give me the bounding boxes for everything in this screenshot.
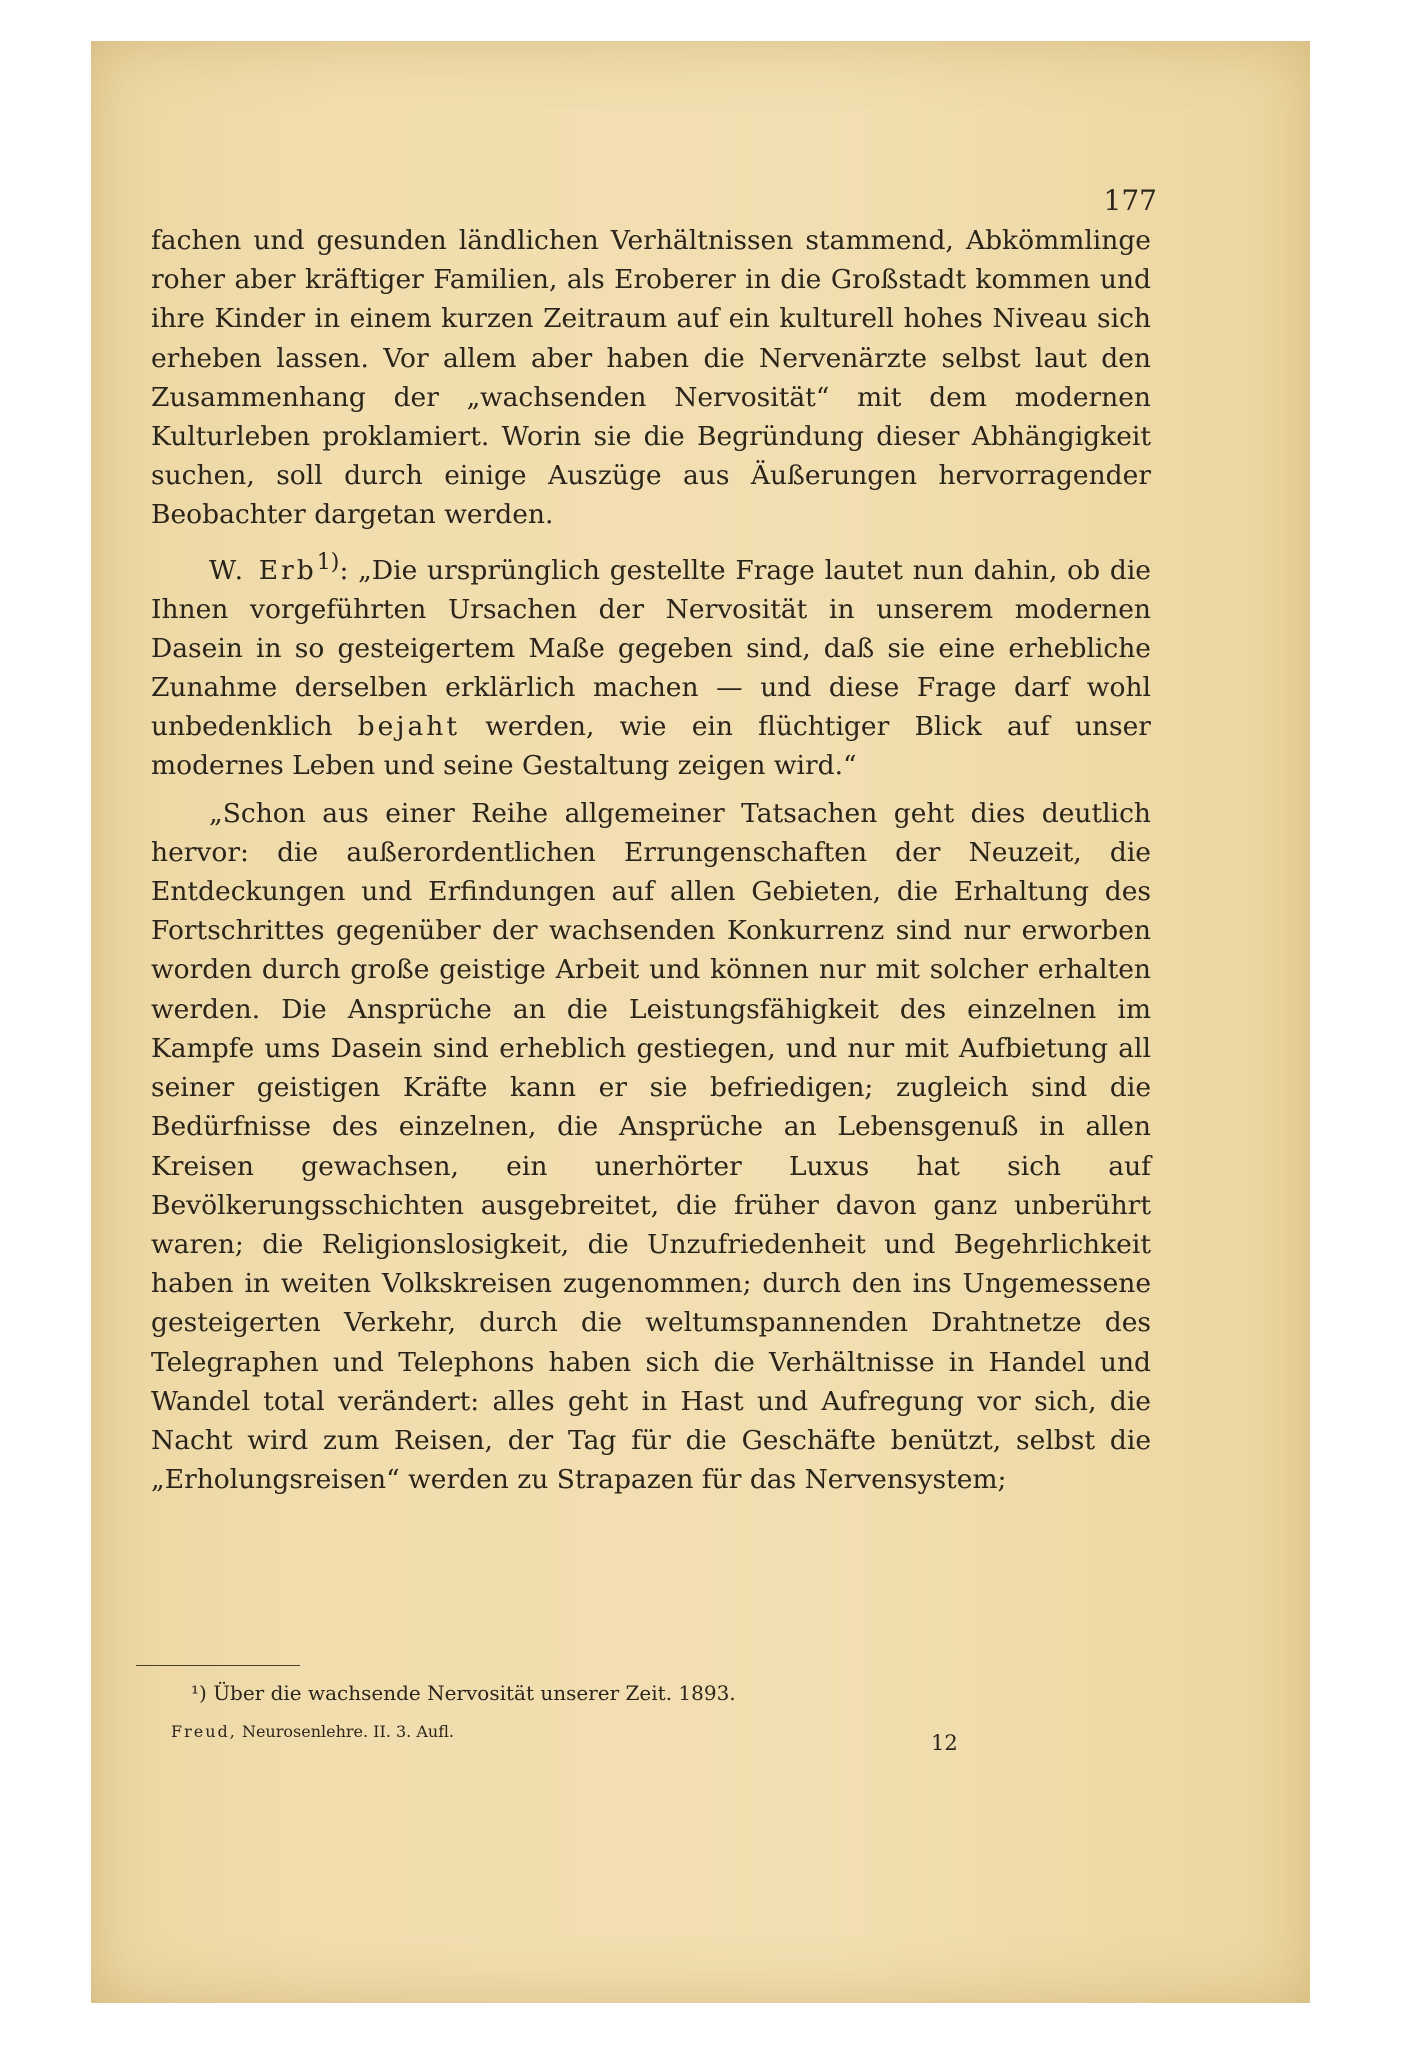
quoted-author: W. Erb (209, 554, 317, 586)
footnote-text: Über die wachsende Nervosität unserer Zeit. 1893. (213, 1681, 736, 1705)
printer-signature (171, 1722, 454, 1741)
book-page (91, 41, 1310, 2003)
paragraph-2 (151, 543, 1151, 786)
page-number: 177 (1103, 184, 1157, 217)
paragraph-2-part-1: : „Die ursprünglich gestellte Frage lautet nun dahin, ob die Ihnen vorgeführten Ursachen der Nervosität in unserem modernen Dasein in so gesteigertem Maße gegeben sind, daß sie eine erhebliche Zunahme derselben erklärlich machen — und diese Frage darf wohl unbedenklich (151, 554, 1151, 743)
body-text (151, 221, 1151, 1499)
paragraph-2-part-2: werden, wie ein flüchtiger Blick auf unser modernes Leben und seine Gestaltung zeigen wird.“ (151, 711, 1151, 782)
emphasized-word: bejaht (357, 711, 461, 743)
footnote (191, 1681, 736, 1705)
footnote-reference: 1) (316, 549, 340, 575)
footnote-marker: ¹) (191, 1681, 207, 1705)
paragraph-3: „Schon aus einer Reihe allgemeiner Tatsachen geht dies deutlich hervor: die außerordentlichen Errungenschaften der Neuzeit, die Entdeckungen und Erfindungen auf allen Gebieten, die Erhaltung des Fortschrittes gegenüber der wachsenden Konkurrenz sind nur erworben worden durch große geistige Arbeit und können nur mit solcher erhalten werden. Die Ansprüche an die Leistungsfähigkeit des einzelnen im Kampfe ums Dasein sind erheblich gestiegen, und nur mit Aufbietung all seiner geistigen Kräfte kann er sie befriedigen; zugleich sind die Bedürfnisse des einzelnen, die Ansprüche an Lebensgenuß in allen Kreisen gewachsen, ein unerhörter Luxus hat sich auf Bevölkerungsschichten ausgebreitet, die früher davon ganz unberührt waren; die Religionslosigkeit, die Unzufriedenheit und Begehrlichkeit haben in weiten Volkskreisen zugenommen; durch den ins Ungemessene gesteigerten Verkehr, durch die weltumspannenden Drahtnetze des Telegraphen und Telephons haben sich die Verhältnisse in Handel und Wandel total verändert: alles geht in Hast und Aufregung vor sich, die Nacht wird zum Reisen, der Tag für die Geschäfte benützt, selbst die „Erholungsreisen“ werden zu Strapazen für das Nervensystem; (151, 797, 1151, 1496)
signature-author: Freud, (171, 1722, 237, 1741)
paragraph-1: fachen und gesunden ländlichen Verhältnissen stammend, Abkömmlinge roher aber kräftiger Familien, als Eroberer in die Großstadt kommen und ihre Kinder in einem kurzen Zeitraum auf ein kulturell hohes Niveau sich erheben lassen. Vor allem aber haben die Nervenärzte selbst laut den Zusammenhang der „wachsenden Nervosität“ mit dem modernen Kulturleben proklamiert. Worin sie die Begründung dieser Abhängigkeit suchen, soll durch einige Auszüge aus Äußerungen hervorragender Beobachter dargetan werden. (151, 225, 1151, 531)
footnote-divider (136, 1665, 300, 1666)
sheet-number: 12 (931, 1731, 958, 1755)
signature-title: Neurosenlehre. II. 3. Aufl. (241, 1722, 454, 1741)
